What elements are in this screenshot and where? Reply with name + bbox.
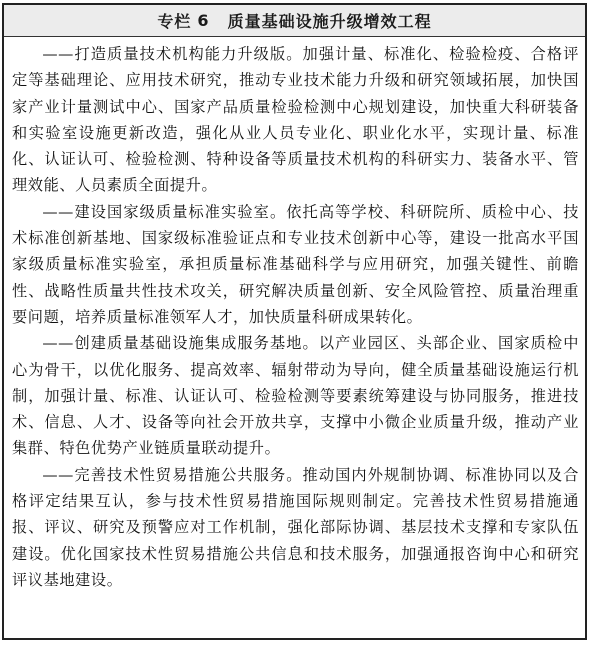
box-title: 质量基础设施升级增效工程 (227, 12, 432, 31)
paragraph-trade-measures: ——完善技术性贸易措施公共服务。推动国内外规制协调、标准协同以及合格评定结果互认，参与技术性贸易措施国际规则制定。完善技术性贸易措施通报、评议、研究及预警应对工作机制，强化部际协调、基层技术支撑和专家队伍建设。优化国家技术性贸易措施公共信息和技术服务，加强通报咨询中心和研究评议基地建设。 (12, 465, 579, 589)
box-header (4, 5, 585, 37)
paragraph-quality-institutions: ——打造质量技术机构能力升级版。加强计量、标准化、检验检疫、合格评定等基础理论、应用技术研究，推动专业技术能力升级和研究领域拓展，加快国家产业计量测试中心、国家产品质量检验检测中心规划建设，加快重大科研装备和实验室设施更新改造，强化从业人员专业化、职业化水平，实现计量、标准化、认证认可、检验检测、特种设备等质量技术机构的科研实力、装备水平、管理效能、人员素质全面提升。 (12, 45, 579, 195)
box-content (4, 37, 585, 593)
box-number: 6 (197, 11, 210, 30)
paragraph-national-laboratory: ——建设国家级质量标准实验室。依托高等学校、科研院所、质检中心、技术标准创新基地、国家级标准验证点和专业技术创新中心等，建设一批高水平国家级质量标准实验室，承担质量标准基础科学与应用研究，加强关键性、前瞻性、战略性质量共性技术攻关，研究解决质量创新、安全风险管控、质量治理重要问题，培养质量标准领军人才，加快质量科研成果转化。 (12, 202, 579, 326)
feature-box (2, 3, 587, 640)
box-label: 专栏 (157, 12, 192, 31)
paragraph-service-base: ——创建质量基础设施集成服务基地。以产业园区、头部企业、国家质检中心为骨干，以优化服务、提高效率、辐射带动为导向，健全质量基础设施运行机制，加强计量、标准、认证认可、检验检测等要素统筹建设与协同服务，推进技术、信息、人才、设备等向社会开放共享，支撑中小微企业质量升级，推动产业集群、特色优势产业链质量联动提升。 (12, 334, 579, 458)
